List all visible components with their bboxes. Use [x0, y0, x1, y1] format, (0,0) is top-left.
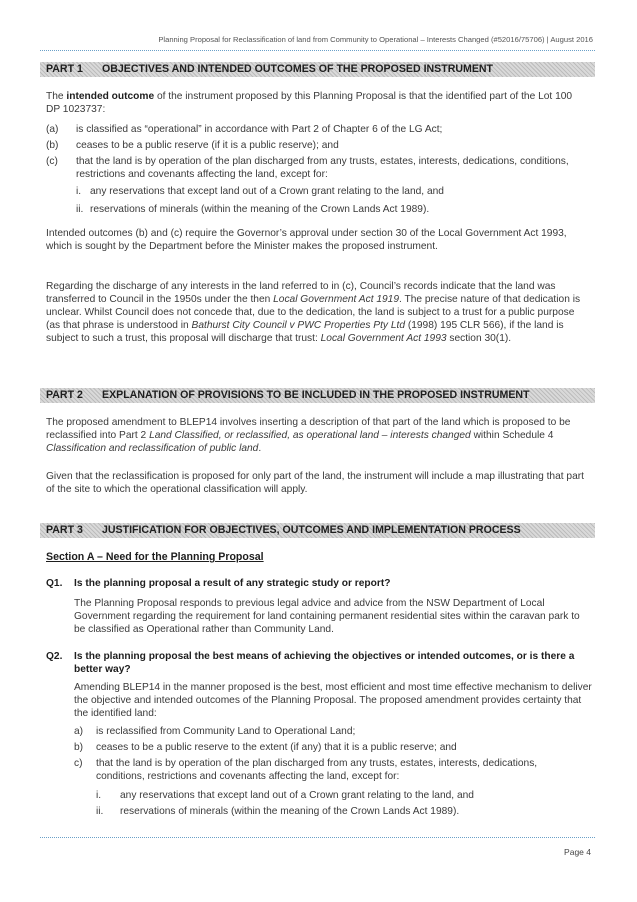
part-3-number: PART 3 — [46, 524, 83, 536]
part-2-title: EXPLANATION OF PROVISIONS TO BE INCLUDED IN THE PROPOSED INSTRUMENT — [102, 389, 530, 401]
document-page: Planning Proposal for Reclassification of land from Community to Operational – Interests Changed (#52016/75706) | August 2016 PART 1 OBJECTIVES AND INTENDED OUTCOMES OF THE PROPOSED INSTRUMENT The intended outcome of the instrument proposed by this Planning Proposal is that the identified part of the Lot 100 DP 1023737: (a) is classified as “operational” in accordance with Part 2 of Chapter 6 of the LG Act; (b) ceases to be a public reserve (if it is a public reserve); and (c) that the land is by operation of the plan discharged from any trusts, estates, interests, dedications, conditions, restrictions and covenants affecting the land, except for: i. any reservations that except land out of a Crown grant relating to the land, and ii. reservations of minerals (within the meaning of the Crown Lands Act 1989). Intended outcomes (b) and (c) require the Governor’s approval under section 30 of the Local Government Act 1993, which is sought by the Department before the Minister makes the proposed instrument. Regarding the discharge of any interests in the land referred to in (c), Council’s records indicate that the land was transferred to Council in the 1950s under the then Local Government Act 1919. The precise nature of that dedication is unclear. Whilst Council does not concede that, due to the dedication, the land is subject to a trust for a public purpose (as that phrase is understood in Bathurst City Council v PWC Properties Pty Ltd (1998) 195 CLR 566), if the land is subject to such a trust, this proposal will discharge that trust: Local Government Act 1993 section 30(1). PART 2 EXPLANATION OF PROVISIONS TO BE INCLUDED IN THE PROPOSED INSTRUMENT The proposed amendment to BLEP14 involves inserting a description of that part of the land which is proposed to be reclassified into Part 2 Land Classified, or reclassified, as operational land – interests changed within Schedule 4 Classification and reclassification of public land. Given that the reclassification is proposed for only part of the land, the instrument will include a map illustrating that part of the site to which the operational classification will apply. PART 3 JUSTIFICATION FOR OBJECTIVES, OUTCOMES AND IMPLEMENTATION PROCESS Section A – Need for the Planning Proposal Q1. Is the planning proposal a result of any strategic study or report? The Planning Proposal responds to previous legal advice and advice from the NSW Department of Local Government regarding the requirement for land containing permanent residential sites within the caravan park to be classified as Operational rather than Community Land. Q2. Is the planning proposal the best means of achieving the objectives or intended outcomes, or is there a better way? Amending BLEP14 in the manner proposed is the best, most efficient and most time effective mechanism to deliver the objective and intended outcomes of the Planning Proposal. The proposed amendment provides certainty that the identified land: a) is reclassified from Community Land to Operational Land; b) ceases to be a public reserve to the extent (if any) that it is a public reserve; and c) that the land is by operation of the plan discharged from any trusts, estates, interests, dedications, conditions, restrictions and covenants affecting the land, except for: i. any reservations that except land out of a Crown grant relating to the land, and ii. reservations of minerals (within the meaning of the Crown Lands Act 1989). Page 4 — [0, 0, 637, 902]
header-rule — [40, 50, 595, 51]
running-header: Planning Proposal for Reclassification of land from Community to Operational – Interests Changed (#52016/75706) | August 2016 — [158, 35, 593, 44]
question-1: Q1. Is the planning proposal a result of any strategic study or report? The Planning Proposal responds to previous legal advice and advice from the NSW Department of Local Government regarding the requirement for land containing permanent residential sites within the caravan park to be classified as Operational rather than Community Land. — [46, 578, 580, 635]
part-1-heading — [40, 62, 595, 77]
part-1-number: PART 1 — [46, 63, 83, 75]
part-1-para-2: Intended outcomes (b) and (c) require the Governor’s approval under section 30 of the Local Government Act 1993, which is sought by the Department before the Minister makes the proposed instrument. — [46, 228, 567, 252]
intended-outcome-term: intended outcome — [66, 91, 155, 102]
part-2-para-2: Given that the reclassification is proposed for only part of the land, the instrument will include a map illustrating that part of the site to which the operational classification will apply. — [46, 471, 584, 495]
section-a-title: Section A – Need for the Planning Proposal — [46, 551, 264, 563]
part-1-intro: The intended outcome of the instrument proposed by this Planning Proposal is that the identified part of the Lot 100 DP 1023737: — [46, 91, 573, 115]
part-1-para-3: Regarding the discharge of any interests in the land referred to in (c), Council’s records indicate that the land was transferred to Council in the 1950s under the then Local Government Act 1919. The precise nature of that dedication is unclear. Whilst Council does not concede that, due to the dedication, the land is subject to a trust for a public purpose (as that phrase is understood in Bathurst City Council v PWC Properties Pty Ltd (1998) 195 CLR 566), if the land is subject to such a trust, this proposal will discharge that trust: Local Government Act 1993 section 30(1). — [46, 281, 581, 344]
footer-rule — [40, 837, 595, 838]
part-1-title: OBJECTIVES AND INTENDED OUTCOMES OF THE PROPOSED INSTRUMENT — [102, 63, 494, 75]
part-3-heading — [40, 523, 595, 538]
part-2-number: PART 2 — [46, 389, 83, 401]
part-2-para-1: The proposed amendment to BLEP14 involves inserting a description of that part of the land which is proposed to be reclassified into Part 2 Land Classified, or reclassified, as operational land – interests changed within Schedule 4 Classification and reclassification of public land. — [46, 417, 571, 454]
part-2-heading — [40, 388, 595, 403]
question-2: Q2. Is the planning proposal the best means of achieving the objectives or intended outcomes, or is there a better way? Amending BLEP14 in the manner proposed is the best, most efficient and most time effective mechanism to deliver the objective and intended outcomes of the Planning Proposal. The proposed amendment provides certainty that the identified land: a) is reclassified from Community Land to Operational Land; b) ceases to be a public reserve to the extent (if any) that it is a public reserve; and c) that the land is by operation of the plan discharged from any trusts, estates, interests, dedications, conditions, restrictions and covenants affecting the land, except for: i. any reservations that except land out of a Crown grant relating to the land, and ii. reservations of minerals (within the meaning of the Crown Lands Act 1989). — [46, 651, 592, 817]
part-3-title: JUSTIFICATION FOR OBJECTIVES, OUTCOMES AND IMPLEMENTATION PROCESS — [102, 524, 521, 536]
page-number: Page 4 — [564, 847, 591, 857]
